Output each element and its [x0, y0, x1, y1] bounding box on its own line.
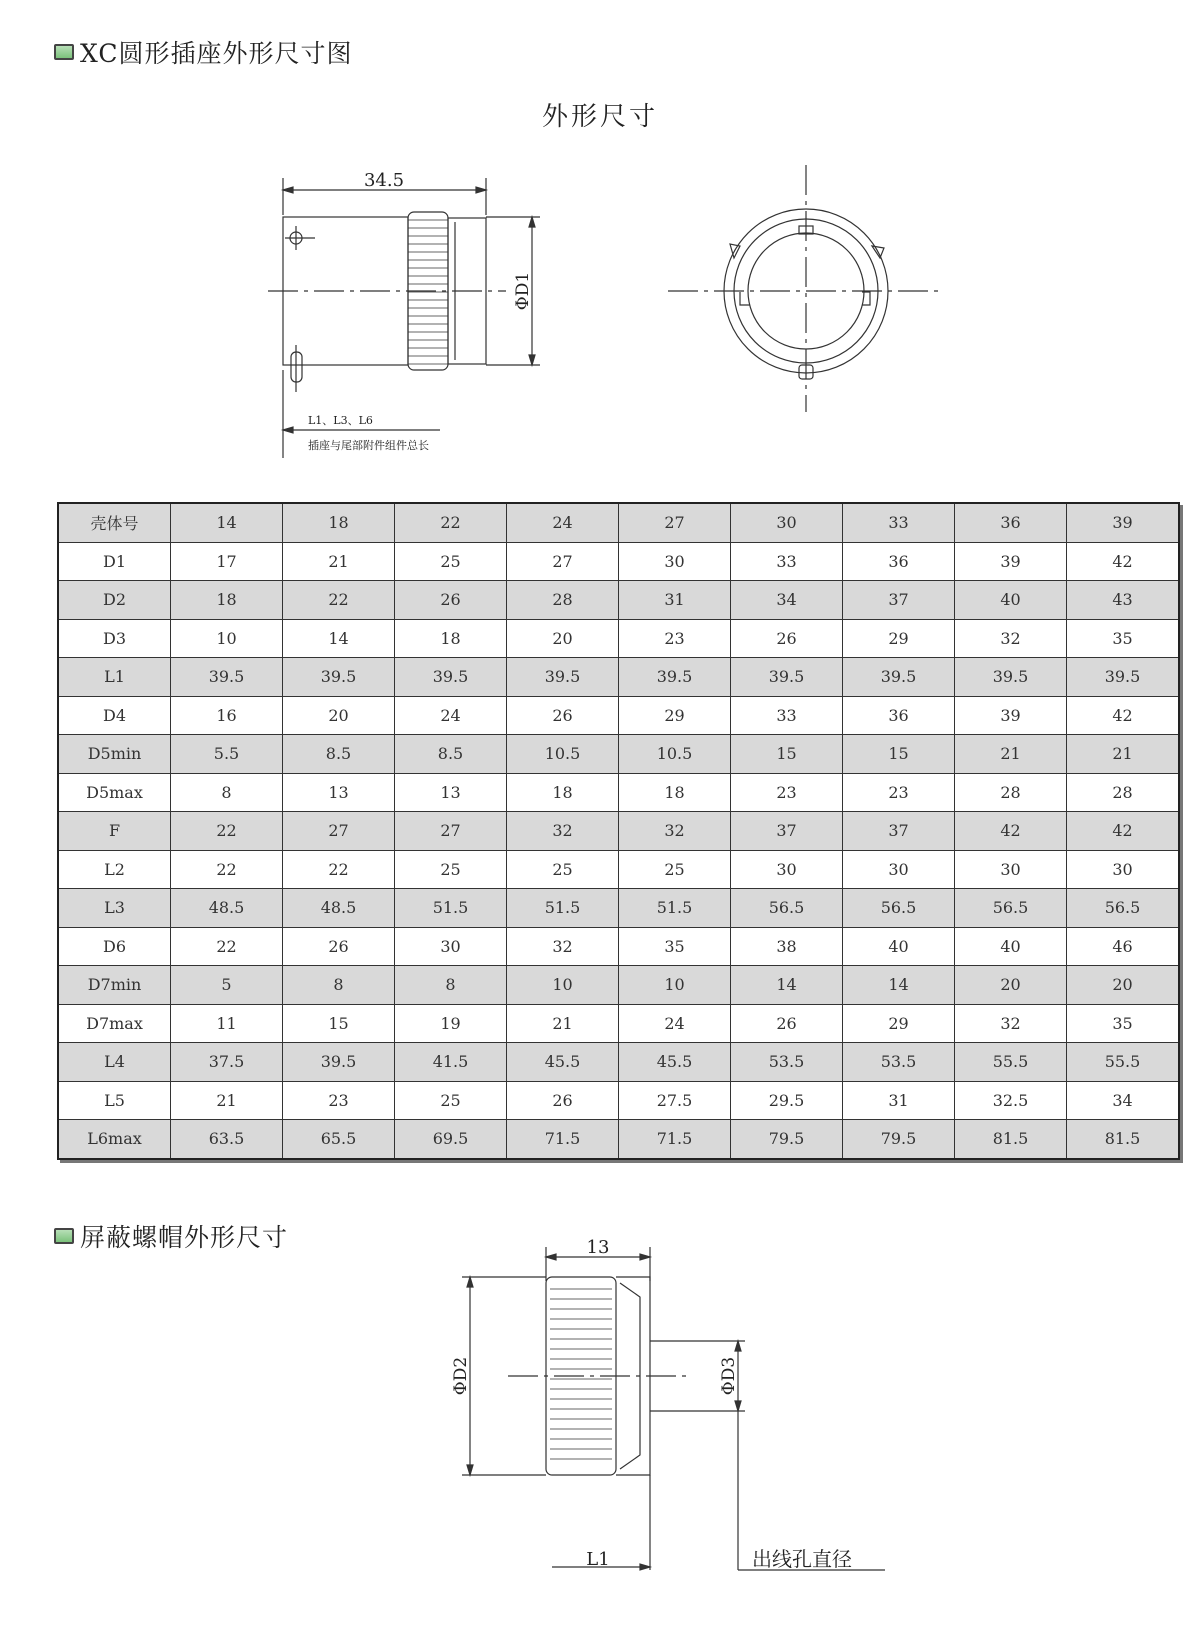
value-cell: 42	[955, 812, 1067, 851]
value-cell: 29	[619, 696, 731, 735]
value-cell: 29	[843, 1004, 955, 1043]
value-cell: 23	[731, 773, 843, 812]
value-cell: 22	[171, 850, 283, 889]
value-cell: 53.5	[731, 1043, 843, 1082]
value-cell: 53.5	[843, 1043, 955, 1082]
value-cell: 22	[283, 581, 395, 620]
value-cell: 41.5	[395, 1043, 507, 1082]
value-cell: 38	[731, 927, 843, 966]
value-cell: 28	[955, 773, 1067, 812]
row-label-cell: D1	[58, 542, 171, 581]
length-note: 插座与尾部附件组件总长	[308, 439, 429, 452]
row-label-cell: D4	[58, 696, 171, 735]
value-cell: 79.5	[731, 1120, 843, 1159]
table-row	[58, 927, 1179, 966]
value-cell: 25	[507, 850, 619, 889]
value-cell: 8.5	[395, 735, 507, 774]
table-row	[58, 1120, 1179, 1159]
value-cell: 48.5	[171, 889, 283, 928]
value-cell: 32	[507, 927, 619, 966]
value-cell: 22	[395, 503, 507, 542]
nut-width-dimension: 13	[586, 1237, 610, 1258]
value-cell: 21	[955, 735, 1067, 774]
section-title: XC圆形插座外形尺寸图	[80, 39, 353, 68]
table-row	[58, 773, 1179, 812]
value-cell: 17	[171, 542, 283, 581]
value-cell: 24	[507, 503, 619, 542]
d1-dimension: ΦD1	[513, 271, 533, 311]
value-cell: 27	[507, 542, 619, 581]
value-cell: 39	[1067, 503, 1180, 542]
row-label-cell: L3	[58, 889, 171, 928]
value-cell: 20	[955, 966, 1067, 1005]
value-cell: 20	[507, 619, 619, 658]
value-cell: 65.5	[283, 1120, 395, 1159]
table-row	[58, 581, 1179, 620]
value-cell: 42	[1067, 696, 1180, 735]
row-label-cell: D3	[58, 619, 171, 658]
value-cell: 31	[619, 581, 731, 620]
value-cell: 45.5	[619, 1043, 731, 1082]
value-cell: 26	[507, 696, 619, 735]
hole-diameter-label: 出线孔直径	[752, 1547, 852, 1571]
value-cell: 36	[955, 503, 1067, 542]
value-cell: 27	[619, 503, 731, 542]
value-cell: 37	[731, 812, 843, 851]
value-cell: 10.5	[619, 735, 731, 774]
row-label-cell: D5min	[58, 735, 171, 774]
value-cell: 26	[731, 619, 843, 658]
value-cell: 36	[843, 696, 955, 735]
value-cell: 40	[955, 581, 1067, 620]
row-label-cell: D6	[58, 927, 171, 966]
value-cell: 26	[507, 1081, 619, 1120]
value-cell: 30	[843, 850, 955, 889]
value-cell: 31	[843, 1081, 955, 1120]
section-title: 屏蔽螺帽外形尺寸	[80, 1223, 289, 1252]
value-cell: 28	[507, 581, 619, 620]
value-cell: 30	[395, 927, 507, 966]
value-cell: 24	[395, 696, 507, 735]
value-cell: 25	[395, 850, 507, 889]
value-cell: 21	[283, 542, 395, 581]
value-cell: 42	[1067, 542, 1180, 581]
value-cell: 5.5	[171, 735, 283, 774]
value-cell: 37	[843, 812, 955, 851]
value-cell: 79.5	[843, 1120, 955, 1159]
value-cell: 23	[619, 619, 731, 658]
row-label-cell: L6max	[58, 1120, 171, 1159]
value-cell: 34	[731, 581, 843, 620]
value-cell: 20	[1067, 966, 1180, 1005]
value-cell: 42	[1067, 812, 1180, 851]
value-cell: 71.5	[507, 1120, 619, 1159]
value-cell: 21	[1067, 735, 1180, 774]
value-cell: 81.5	[955, 1120, 1067, 1159]
value-cell: 10	[619, 966, 731, 1005]
value-cell: 35	[1067, 1004, 1180, 1043]
value-cell: 69.5	[395, 1120, 507, 1159]
width-dimension: 34.5	[363, 170, 405, 191]
page-subtitle: 外形尺寸	[541, 102, 658, 132]
value-cell: 48.5	[283, 889, 395, 928]
value-cell: 5	[171, 966, 283, 1005]
row-label-cell: D7min	[58, 966, 171, 1005]
value-cell: 21	[507, 1004, 619, 1043]
table-row	[58, 889, 1179, 928]
value-cell: 71.5	[619, 1120, 731, 1159]
value-cell: 56.5	[955, 889, 1067, 928]
value-cell: 15	[731, 735, 843, 774]
value-cell: 33	[731, 696, 843, 735]
value-cell: 40	[955, 927, 1067, 966]
table-row	[58, 696, 1179, 735]
value-cell: 21	[171, 1081, 283, 1120]
value-cell: 56.5	[843, 889, 955, 928]
value-cell: 39.5	[395, 658, 507, 697]
row-label-cell: L4	[58, 1043, 171, 1082]
value-cell: 34	[1067, 1081, 1180, 1120]
value-cell: 32	[619, 812, 731, 851]
value-cell: 51.5	[507, 889, 619, 928]
dimension-table	[57, 502, 1180, 1160]
value-cell: 32.5	[955, 1081, 1067, 1120]
value-cell: 37	[843, 581, 955, 620]
value-cell: 55.5	[1067, 1043, 1180, 1082]
length-label: L1、L3、L6	[308, 414, 373, 427]
table-row	[58, 658, 1179, 697]
value-cell: 27	[283, 812, 395, 851]
value-cell: 51.5	[395, 889, 507, 928]
table-row	[58, 1043, 1179, 1082]
value-cell: 22	[283, 850, 395, 889]
value-cell: 27	[395, 812, 507, 851]
value-cell: 39.5	[619, 658, 731, 697]
value-cell: 32	[955, 1004, 1067, 1043]
value-cell: 10	[507, 966, 619, 1005]
row-label-cell: L5	[58, 1081, 171, 1120]
value-cell: 39.5	[731, 658, 843, 697]
table-row	[58, 812, 1179, 851]
value-cell: 23	[843, 773, 955, 812]
value-cell: 30	[731, 850, 843, 889]
row-label-cell: D5max	[58, 773, 171, 812]
value-cell: 25	[619, 850, 731, 889]
value-cell: 39.5	[1067, 658, 1180, 697]
value-cell: 43	[1067, 581, 1180, 620]
value-cell: 36	[843, 542, 955, 581]
value-cell: 8	[171, 773, 283, 812]
value-cell: 14	[731, 966, 843, 1005]
receptacle-drawing	[0, 0, 1200, 470]
value-cell: 28	[1067, 773, 1180, 812]
d2-dimension: ΦD2	[451, 1356, 471, 1396]
value-cell: 40	[843, 927, 955, 966]
table-row	[58, 850, 1179, 889]
value-cell: 30	[1067, 850, 1180, 889]
table-row	[58, 735, 1179, 774]
value-cell: 25	[395, 542, 507, 581]
value-cell: 19	[395, 1004, 507, 1043]
value-cell: 20	[283, 696, 395, 735]
table-row	[58, 619, 1179, 658]
value-cell: 29	[843, 619, 955, 658]
value-cell: 18	[507, 773, 619, 812]
value-cell: 26	[395, 581, 507, 620]
value-cell: 30	[619, 542, 731, 581]
value-cell: 14	[843, 966, 955, 1005]
value-cell: 15	[843, 735, 955, 774]
value-cell: 81.5	[1067, 1120, 1180, 1159]
value-cell: 18	[619, 773, 731, 812]
value-cell: 51.5	[619, 889, 731, 928]
table-row	[58, 1081, 1179, 1120]
value-cell: 8	[283, 966, 395, 1005]
row-label-cell: 壳体号	[58, 503, 171, 542]
value-cell: 8	[395, 966, 507, 1005]
value-cell: 27.5	[619, 1081, 731, 1120]
row-label-cell: L2	[58, 850, 171, 889]
value-cell: 30	[955, 850, 1067, 889]
value-cell: 39.5	[507, 658, 619, 697]
l1-dimension: L1	[586, 1549, 610, 1570]
table-row	[58, 1004, 1179, 1043]
value-cell: 39.5	[283, 1043, 395, 1082]
value-cell: 29.5	[731, 1081, 843, 1120]
value-cell: 23	[283, 1081, 395, 1120]
value-cell: 56.5	[731, 889, 843, 928]
value-cell: 39.5	[171, 658, 283, 697]
value-cell: 55.5	[955, 1043, 1067, 1082]
value-cell: 35	[619, 927, 731, 966]
value-cell: 63.5	[171, 1120, 283, 1159]
value-cell: 18	[171, 581, 283, 620]
table-row	[58, 542, 1179, 581]
value-cell: 11	[171, 1004, 283, 1043]
value-cell: 10	[171, 619, 283, 658]
value-cell: 10.5	[507, 735, 619, 774]
value-cell: 30	[731, 503, 843, 542]
value-cell: 39.5	[843, 658, 955, 697]
value-cell: 32	[955, 619, 1067, 658]
value-cell: 16	[171, 696, 283, 735]
value-cell: 46	[1067, 927, 1180, 966]
table-row	[58, 966, 1179, 1005]
value-cell: 8.5	[283, 735, 395, 774]
value-cell: 33	[731, 542, 843, 581]
value-cell: 18	[395, 619, 507, 658]
value-cell: 22	[171, 812, 283, 851]
d3-dimension: ΦD3	[719, 1356, 739, 1396]
value-cell: 13	[395, 773, 507, 812]
value-cell: 37.5	[171, 1043, 283, 1082]
value-cell: 26	[731, 1004, 843, 1043]
row-label-cell: D7max	[58, 1004, 171, 1043]
value-cell: 18	[283, 503, 395, 542]
value-cell: 45.5	[507, 1043, 619, 1082]
row-label-cell: L1	[58, 658, 171, 697]
shield-nut-drawing	[0, 1225, 1200, 1625]
value-cell: 26	[283, 927, 395, 966]
value-cell: 15	[283, 1004, 395, 1043]
value-cell: 14	[171, 503, 283, 542]
value-cell: 32	[507, 812, 619, 851]
value-cell: 14	[283, 619, 395, 658]
value-cell: 33	[843, 503, 955, 542]
value-cell: 24	[619, 1004, 731, 1043]
value-cell: 56.5	[1067, 889, 1180, 928]
row-label-cell: F	[58, 812, 171, 851]
row-label-cell: D2	[58, 581, 171, 620]
value-cell: 39.5	[283, 658, 395, 697]
value-cell: 22	[171, 927, 283, 966]
value-cell: 39	[955, 542, 1067, 581]
table-header-row	[58, 503, 1179, 542]
value-cell: 13	[283, 773, 395, 812]
value-cell: 25	[395, 1081, 507, 1120]
value-cell: 39	[955, 696, 1067, 735]
value-cell: 35	[1067, 619, 1180, 658]
value-cell: 39.5	[955, 658, 1067, 697]
